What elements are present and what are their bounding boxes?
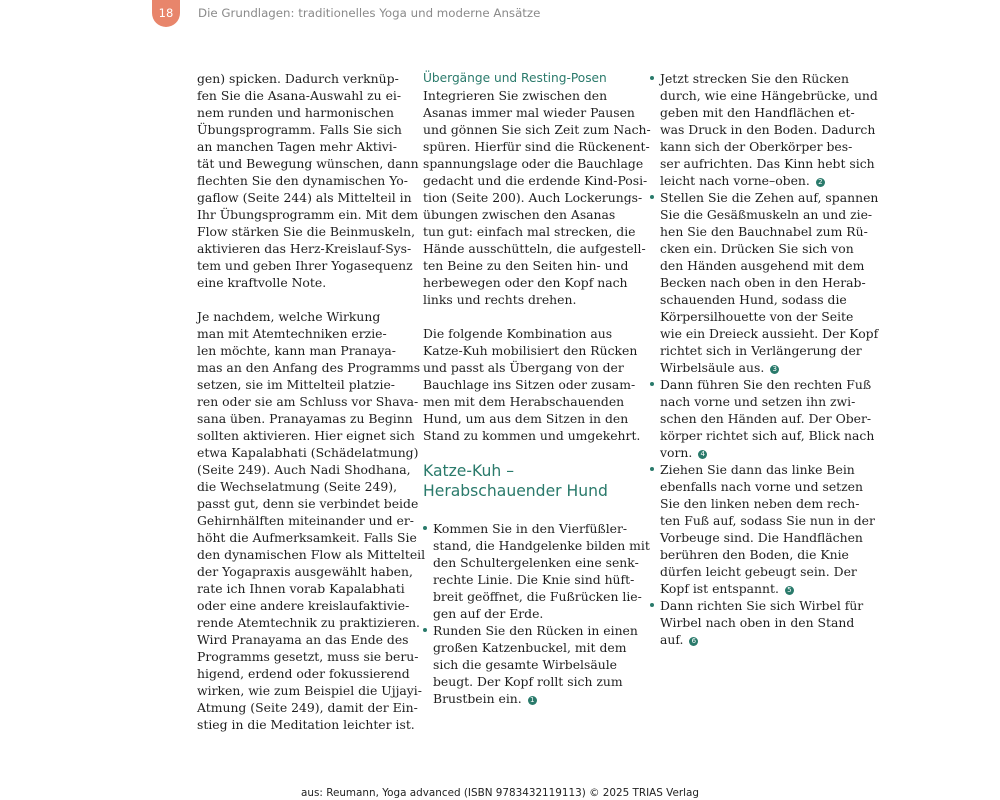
text-line: körper richtet sich auf, Blick nach (660, 428, 875, 443)
text-line: sollten aktivieren. Hier eignet sich (197, 428, 415, 443)
text-line: spüren. Hierfür sind die Rückenent- (423, 139, 650, 154)
column-middle (423, 70, 651, 707)
text-line: Vorbeuge sind. Die Handflächen (660, 530, 863, 545)
text-line: Flow stärken Sie die Beinmuskeln, (197, 224, 416, 239)
step-item (423, 520, 650, 622)
text-line: stieg in die Meditation leichter ist. (197, 717, 415, 732)
bullet-dot-icon (650, 382, 654, 386)
text-line: an manchen Tagen mehr Aktivi- (197, 139, 397, 154)
body-paragraph (197, 70, 419, 291)
text-line: Sie den linken neben dem rech- (660, 496, 860, 511)
text-line: den dynamischen Flow als Mittelteil (197, 547, 426, 562)
bullet-dot-icon (650, 76, 654, 80)
text-line: tät und Bewegung wünschen, dann (197, 156, 419, 171)
text-line: Kopf ist entspannt. 5 (660, 580, 855, 597)
section-title-katze-kuh (423, 461, 629, 501)
text-line: Übungsprogramm. Falls Sie sich (197, 122, 402, 137)
text-line: rate ich Ihnen vorab Kapalabhati (197, 581, 405, 596)
text-line: links und rechts drehen. (423, 292, 577, 307)
step-item (650, 461, 875, 597)
text-line: Brustbein ein. 1 (433, 690, 629, 707)
subheading-uebergaenge: Übergänge und Resting-Posen (423, 71, 607, 85)
text-line: Stellen Sie die Zehen auf, spannen (660, 190, 879, 205)
bullet-dot-icon (423, 526, 427, 530)
step-item (650, 189, 879, 376)
text-line: nach vorne und setzen ihn zwi- (660, 394, 856, 409)
text-line: gedacht und die erdende Kind-Posi- (423, 173, 648, 188)
text-line: berühren den Boden, die Knie (660, 547, 849, 562)
step-item (423, 622, 638, 707)
text-line: und passt als Übergang von der (423, 360, 624, 375)
step-item (650, 70, 878, 189)
body-paragraph (423, 87, 651, 308)
text-line: großen Katzenbuckel, mit dem (433, 640, 627, 655)
text-line: durch, wie eine Hängebrücke, und (660, 88, 878, 103)
text-line: Ziehen Sie dann das linke Bein (660, 462, 855, 477)
text-line: rende Atemtechnik zu praktizieren. (197, 615, 420, 630)
text-line: der Yogapraxis ausgewählt haben, (197, 564, 413, 579)
text-line: Ihr Übungsprogramm ein. Mit dem (197, 207, 419, 222)
text-line: Bauchlage ins Sitzen oder zusam- (423, 377, 636, 392)
step-item (650, 376, 875, 461)
text-line: Becken nach oben in den Herab- (660, 275, 866, 290)
text-line: ren oder sie am Schluss vor Shava- (197, 394, 419, 409)
text-line: Wirbel nach oben in den Stand (660, 615, 855, 630)
body-paragraph (197, 308, 426, 733)
text-line: spannungslage oder die Bauchlage (423, 156, 644, 171)
text-line: übungen zwischen den Asanas (423, 207, 616, 222)
text-line: cken ein. Drücken Sie sich von (660, 241, 854, 256)
text-line: setzen, sie im Mittelteil platzie- (197, 377, 395, 392)
text-line: Asanas immer mal wieder Pausen (423, 105, 635, 120)
text-line: hen Sie den Bauchnabel zum Rü- (660, 224, 868, 239)
text-line: aktivieren das Herz-Kreislauf-Sys- (197, 241, 412, 256)
text-line: was Druck in den Boden. Dadurch (660, 122, 876, 137)
text-line: Stand zu kommen und umgekehrt. (423, 428, 641, 443)
text-line: ten Beine zu den Seiten hin- und (423, 258, 629, 273)
text-line: Hund, um aus dem Sitzen in den (423, 411, 629, 426)
step-number-badge: 1 (528, 696, 537, 705)
text-line: den Schultergelenken eine senk- (433, 555, 639, 570)
step-list (650, 70, 879, 648)
text-line: Sie die Gesäßmuskeln an und zie- (660, 207, 873, 222)
text-line: wie ein Dreieck aussieht. Der Kopf (660, 326, 879, 341)
text-line: auf. 6 (660, 631, 855, 648)
text-line: Atmung (Seite 249), damit der Ein- (197, 700, 418, 715)
text-line: Herabschauender Hund (423, 482, 608, 500)
text-line: Programms gesetzt, muss sie beru- (197, 649, 419, 664)
text-line: eine kraftvolle Note. (197, 275, 327, 290)
text-line: men mit dem Herabschauenden (423, 394, 625, 409)
text-line: Dann richten Sie sich Wirbel für (660, 598, 864, 613)
step-number-badge: 4 (698, 450, 707, 459)
step-number-badge: 6 (689, 637, 698, 646)
text-line: wirken, wie zum Beispiel die Ujjayi- (197, 683, 422, 698)
text-line: etwa Kapalabhati (Schädelatmung) (197, 445, 419, 460)
text-line: sich die gesamte Wirbelsäule (433, 657, 618, 672)
step-item (650, 597, 864, 648)
text-line: Hände ausschütteln, die aufgestell- (423, 241, 646, 256)
text-line: Katze-Kuh – (423, 462, 514, 480)
text-line: tun gut: einfach mal strecken, die (423, 224, 636, 239)
step-number-badge: 5 (785, 586, 794, 595)
text-line: beugt. Der Kopf rollt sich zum (433, 674, 623, 689)
column-right (650, 70, 879, 648)
text-line: gen) spicken. Dadurch verknüp- (197, 71, 399, 86)
text-line: man mit Atemtechniken erzie- (197, 326, 387, 341)
text-line: kann sich der Oberkörper bes- (660, 139, 853, 154)
text-line: gen auf der Erde. (433, 606, 544, 621)
text-line: herbewegen oder den Kopf nach (423, 275, 628, 290)
text-line: tion (Seite 200). Auch Lockerungs- (423, 190, 643, 205)
text-line: ten Fuß auf, sodass Sie nun in der (660, 513, 875, 528)
text-line: len möchte, kann man Pranaya- (197, 343, 396, 358)
page-number-tab: 18 (152, 0, 180, 27)
text-line: höht die Aufmerksamkeit. Falls Sie (197, 530, 417, 545)
text-line: Runden Sie den Rücken in einen (433, 623, 638, 638)
step-number-badge: 2 (816, 178, 825, 187)
source-footer: aus: Reumann, Yoga advanced (ISBN 9783432119113) © 2025 TRIAS Verlag (301, 787, 699, 799)
text-line: Wirbelsäule aus. 3 (660, 359, 855, 376)
body-paragraph (423, 325, 641, 444)
bullet-dot-icon (650, 603, 654, 607)
text-line: breit geöffnet, die Fußrücken lie- (433, 589, 642, 604)
text-line: tem und geben Ihrer Yogasequenz (197, 258, 413, 273)
text-line: rechte Linie. Die Knie sind hüft- (433, 572, 635, 587)
text-line: Kommen Sie in den Vierfüßler- (433, 521, 628, 536)
text-line: dürfen leicht gebeugt sein. Der (660, 564, 857, 579)
text-line: ebenfalls nach vorne und setzen (660, 479, 863, 494)
text-line: Wird Pranayama an das Ende des (197, 632, 409, 647)
text-line: Integrieren Sie zwischen den (423, 88, 608, 103)
text-line: Jetzt strecken Sie den Rücken (660, 71, 849, 86)
text-line: sana üben. Pranayamas zu Beginn (197, 411, 413, 426)
text-line: die Wechselatmung (Seite 249), (197, 479, 398, 494)
text-line: Körpersilhouette von der Seite (660, 309, 854, 324)
text-line: gaflow (Seite 244) als Mittelteil in (197, 190, 412, 205)
bullet-dot-icon (650, 467, 654, 471)
text-line: (Seite 249). Auch Nadi Shodhana, (197, 462, 411, 477)
text-line: passt gut, denn sie verbindet beide (197, 496, 419, 511)
text-line: stand, die Handgelenke bilden mit (433, 538, 650, 553)
page-header (0, 0, 1000, 28)
text-line: Gehirnhälften miteinander und er- (197, 513, 414, 528)
text-line: mas an den Anfang des Programms (197, 360, 421, 375)
text-line: und gönnen Sie sich Zeit zum Nach- (423, 122, 651, 137)
column-left (197, 70, 426, 750)
text-line: flechten Sie den dynamischen Yo- (197, 173, 408, 188)
text-line: nem runden und harmonischen (197, 105, 394, 120)
text-line: vorn. 4 (660, 444, 855, 461)
running-head: Die Grundlagen: traditionelles Yoga und moderne Ansätze (198, 6, 541, 20)
bullet-dot-icon (423, 628, 427, 632)
step-list (423, 520, 650, 707)
text-line: fen Sie die Asana-Auswahl zu ei- (197, 88, 402, 103)
text-line: Katze-Kuh mobilisiert den Rücken (423, 343, 638, 358)
text-line: Dann führen Sie den rechten Fuß (660, 377, 872, 392)
bullet-dot-icon (650, 195, 654, 199)
text-line: schen den Händen auf. Der Ober- (660, 411, 872, 426)
text-line: Die folgende Kombination aus (423, 326, 613, 341)
text-line: Je nachdem, welche Wirkung (197, 309, 381, 324)
text-line: oder eine andere kreislaufaktivie- (197, 598, 410, 613)
step-number-badge: 3 (770, 365, 779, 374)
text-line: leicht nach vorne–oben. 2 (660, 172, 855, 189)
text-line: den Händen ausgehend mit dem (660, 258, 865, 273)
text-line: ser aufrichten. Das Kinn hebt sich (660, 156, 875, 171)
text-line: geben mit den Handflächen et- (660, 105, 855, 120)
text-line: schauenden Hund, sodass die (660, 292, 847, 307)
text-line: higend, erdend oder fokussierend (197, 666, 410, 681)
text-line: richtet sich in Verlängerung der (660, 343, 862, 358)
